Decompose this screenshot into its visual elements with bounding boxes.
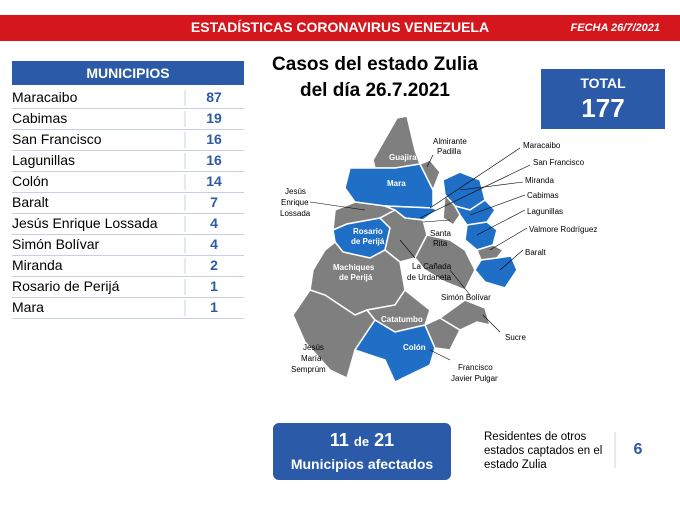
zulia-map — [255, 110, 635, 400]
map-label-lagunillas: Lagunillas — [527, 207, 564, 216]
banner-date: FECHA 26/7/2021 — [570, 22, 660, 34]
municipio-name: Rosario de Perijá — [12, 278, 120, 294]
municipio-cases: 16 — [206, 152, 222, 168]
list-item — [12, 88, 244, 109]
municipio-name: Maracaibo — [12, 89, 78, 105]
banner-title: ESTADÍSTICAS CORONAVIRUS VENEZUELA — [190, 19, 490, 35]
map-label-jesus-enrique-3: Lossada — [280, 209, 311, 218]
map-label-jesus-enrique-1: Jesús — [285, 187, 306, 196]
map-label-simon-bolivar: Simón Bolívar — [441, 293, 491, 302]
top-banner — [0, 15, 680, 41]
title-line-1: Casos del estado Zulia — [272, 54, 478, 75]
map-label-jesus-maria-3: Semprúm — [291, 365, 326, 374]
municipio-name: Mara — [12, 299, 44, 315]
map-label-santa-rita-2: Rita — [433, 239, 448, 248]
total-value: 177 — [581, 93, 625, 123]
list-item — [12, 109, 244, 130]
map-label-la-canada-1: La Cañada — [412, 262, 452, 271]
municipio-name: San Francisco — [12, 131, 102, 147]
map-label-san-francisco: San Francisco — [533, 158, 585, 167]
residentes-text: Residentes de otros estados captados en el estado Zulia — [484, 431, 603, 471]
residentes-value: 6 — [614, 432, 660, 468]
map-label-rosario-1: Rosario — [353, 227, 383, 236]
map-label-francisco-2: Javier Pulgar — [451, 374, 498, 383]
map-label-jesus-enrique-2: Enrique — [281, 198, 309, 207]
map-label-guajira: Guajira — [389, 153, 417, 162]
map-label-la-canada-2: de Urdaneta — [407, 273, 452, 282]
municipio-cases: 2 — [210, 257, 218, 273]
map-label-machiques-2: de Perijá — [339, 273, 373, 282]
municipios-heading: MUNICIPIOS — [12, 61, 244, 85]
list-item — [12, 235, 244, 256]
municipio-cases: 14 — [206, 173, 222, 189]
municipio-cases: 7 — [210, 194, 218, 210]
map-label-maracaibo: Maracaibo — [523, 141, 561, 150]
map-label-jesus-maria-2: María — [301, 354, 322, 363]
municipio-name: Cabimas — [12, 110, 68, 126]
municipio-name: Jesús Enrique Lossada — [12, 215, 158, 231]
residentes-box — [481, 426, 661, 476]
municipios-afectados-box — [273, 423, 451, 480]
municipio-cases: 19 — [206, 110, 222, 126]
municipio-cases: 4 — [210, 236, 218, 252]
map-label-jesus-maria-1: Jesús — [303, 343, 324, 352]
map-label-almirante-2: Padilla — [437, 147, 462, 156]
map-label-miranda: Miranda — [525, 176, 554, 185]
map-label-almirante-1: Almirante — [433, 137, 467, 146]
list-item — [12, 130, 244, 151]
total-label: TOTAL — [580, 75, 626, 91]
map-label-cabimas: Cabimas — [527, 191, 559, 200]
map-label-santa-rita-1: Santa — [430, 229, 451, 238]
list-item — [12, 151, 244, 172]
municipios-list — [12, 88, 244, 319]
list-item — [12, 172, 244, 193]
map-label-mara: Mara — [387, 179, 406, 188]
municipio-name: Baralt — [12, 194, 49, 210]
municipio-name: Miranda — [12, 257, 63, 273]
municipio-cases: 16 — [206, 131, 222, 147]
map-label-colon: Colón — [403, 343, 426, 352]
map-label-catatumbo: Catatumbo — [381, 315, 423, 324]
afectados-label: Municipios afectados — [290, 456, 434, 472]
list-item — [12, 256, 244, 277]
list-item — [12, 277, 244, 298]
map-label-valmore: Valmore Rodríguez — [529, 225, 598, 234]
municipio-name: Lagunillas — [12, 152, 76, 168]
map-label-rosario-2: de Perijá — [351, 237, 385, 246]
municipio-cases: 1 — [210, 299, 218, 315]
list-item — [12, 214, 244, 235]
afectados-number: 11 — [329, 430, 349, 450]
afectados-of: de — [353, 434, 370, 449]
municipio-name: Simón Bolívar — [12, 236, 100, 252]
afectados-total: 21 — [374, 430, 395, 450]
map-label-machiques-1: Machiques — [333, 263, 375, 272]
municipio-cases: 1 — [210, 278, 218, 294]
map-label-sucre: Sucre — [505, 333, 526, 342]
afectados-count — [273, 430, 451, 451]
list-item — [12, 193, 244, 214]
map-label-baralt: Baralt — [525, 248, 546, 257]
page-title — [255, 52, 495, 104]
map-label-francisco-1: Francisco — [458, 363, 493, 372]
list-item — [12, 298, 244, 319]
municipio-name: Colón — [12, 173, 49, 189]
title-line-2: del día 26.7.2021 — [300, 80, 450, 101]
municipio-cases: 4 — [210, 215, 218, 231]
municipio-cases: 87 — [206, 89, 222, 105]
